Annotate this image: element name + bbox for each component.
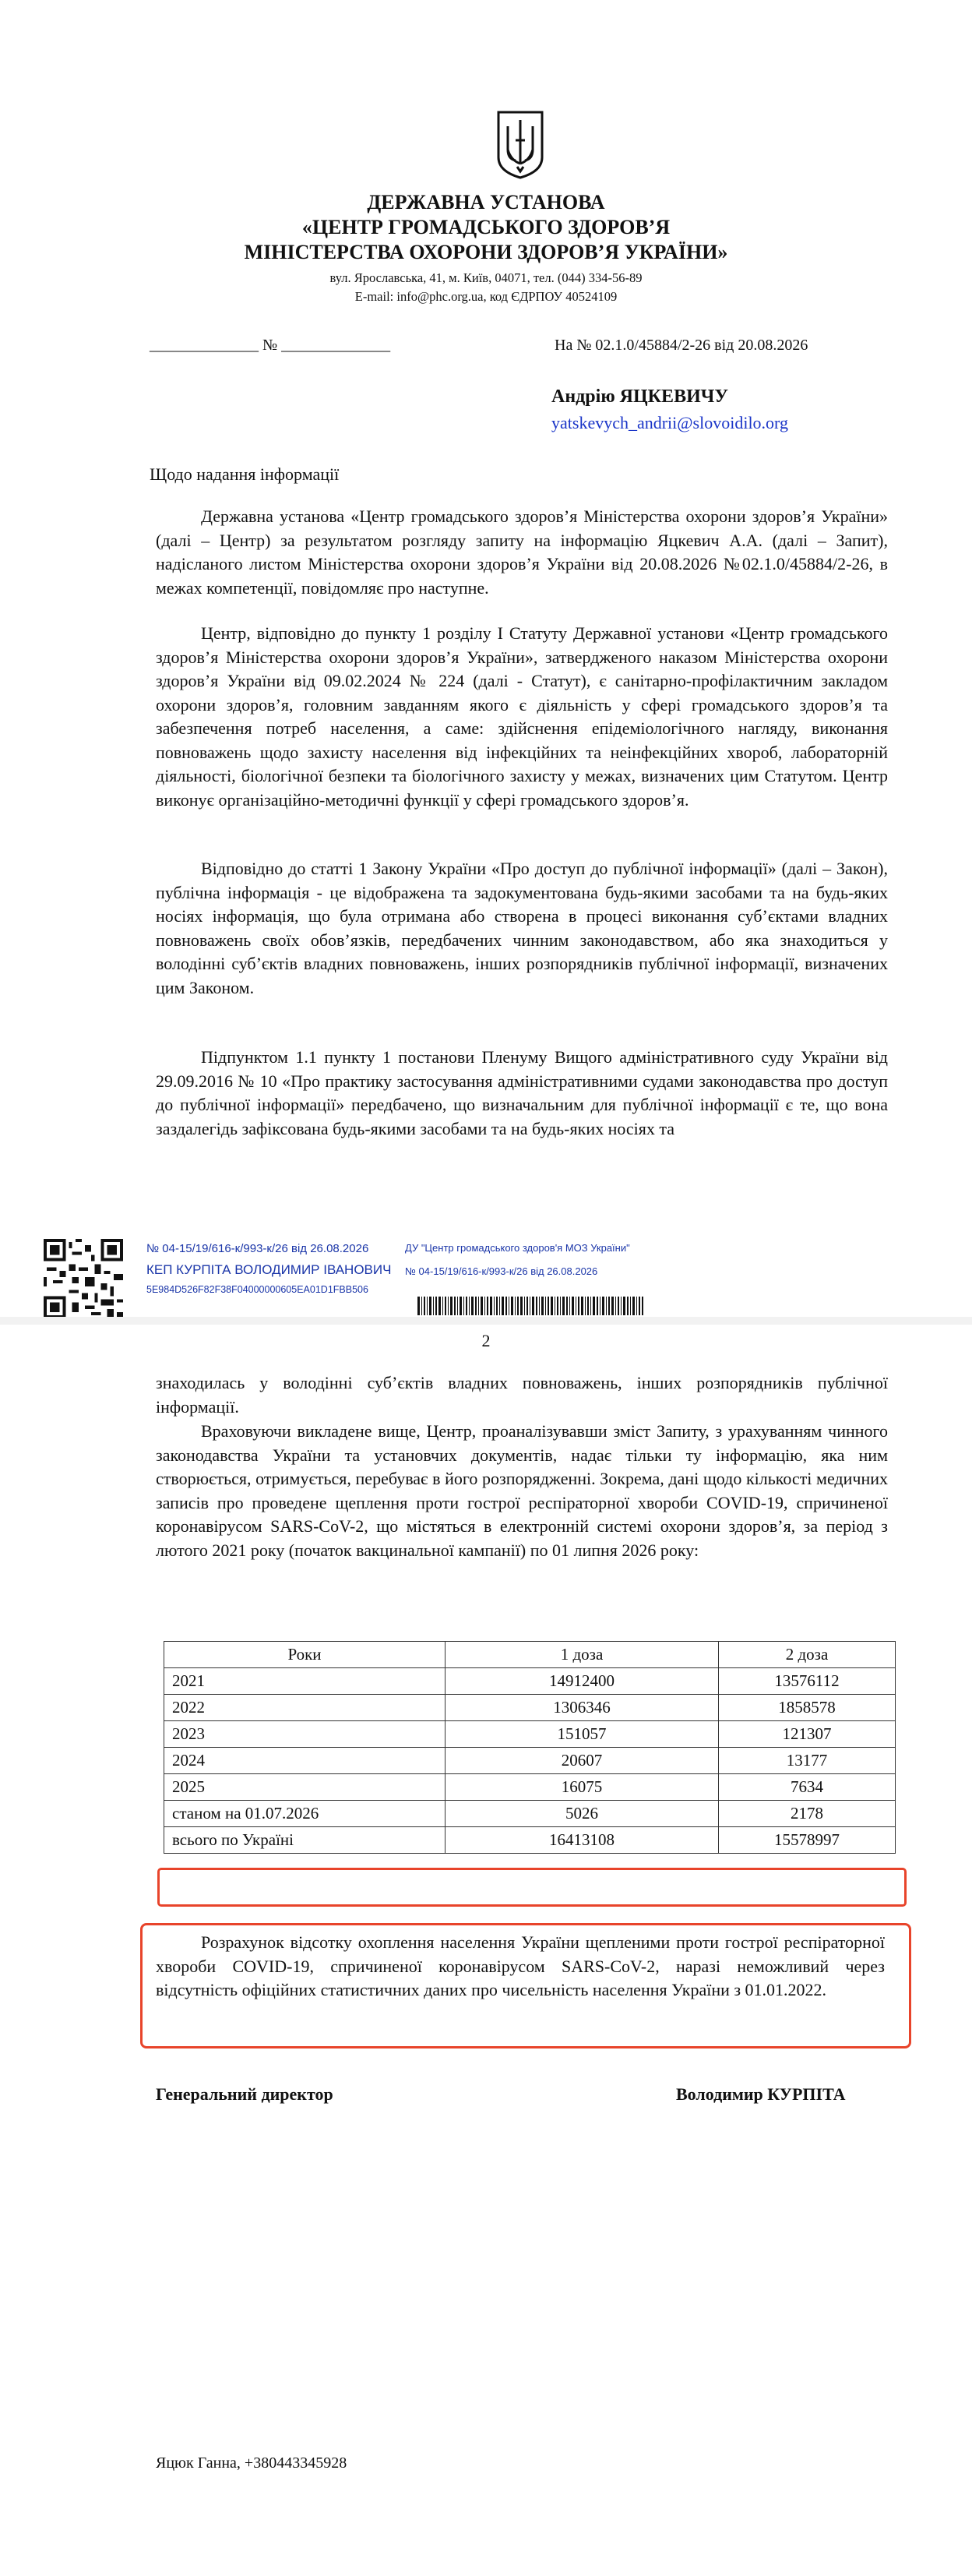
incoming-reference: На № 02.1.0/45884/2-26 від 20.08.2026: [555, 337, 808, 354]
body-paragraph: Відповідно до статті 1 Закону України «Про доступ до публічної інформації» (далі – Закон), публічна інформація - це відображена та задокументована будь-якими засобами та на будь-яких носіях інформація, що була отримана або створена в процесі виконання суб’єктами владних повноважень своїх обов’язків, передбачених чинним законодавством, або яка знаходиться у володінні суб’єктів владних повноважень, інших розпорядників публічної інформації, визначених цим Законом.: [156, 859, 888, 997]
table-row: [164, 1668, 896, 1695]
table-row: [164, 1801, 896, 1827]
total-dose-1-cell: 16413108: [446, 1827, 719, 1854]
note-paragraph: Розрахунок відсотку охоплення населення України щепленими проти гострої респіраторної хвороби COVID-19, спричиненої коронавірусом SARS-CoV-2, наразі неможливий через відсутність офіційних статистичних даних про чисельність населення України з 01.01.2022.: [156, 1932, 885, 1999]
body-paragraph: Враховуючи викладене вище, Центр, проаналізувавши зміст Запиту, з урахуванням чинного законодавства України та установчих документів, надає тільки ту інформацію, яка ним створюється, отримується, перебуває в його розпорядженні. Зокрема, дані щодо кількості медичних записів про проведене щеплення проти гострої респіраторної хвороби COVID-19, спричиненої коронавірусом SARS-CoV-2, що містяться в електронній системі охорони здоров’я, за період з лютого 2021 року (початок вакцинальної кампанії) по 01 липня 2026 року:: [156, 1421, 888, 1560]
year-cell: 2024: [164, 1748, 446, 1774]
vaccination-records-table: [164, 1641, 896, 1854]
dose-1-cell: 5026: [446, 1801, 719, 1827]
year-cell: 2023: [164, 1721, 446, 1748]
dose-2-cell: 13177: [719, 1748, 896, 1774]
table-row: [164, 1748, 896, 1774]
year-cell: 2022: [164, 1695, 446, 1721]
body-paragraph: Центр, відповідно до пункту 1 розділу І Статуту Державної установи «Центр громадського здоров’я Міністерства охорони здоров’я України», затвердженого наказом Міністерства охорони здоров’я України від 09.02.2024 № 224 (далі - Статут), є санітарно-профілактичним закладом охорони здоров’я, головним завданням якого є діяльність у сфері громадського здоров’я та забезпечення потреб населення, а саме: здійснення епідеміологічного нагляду, виконання повноважень щодо захисту населення від інфекційних та неінфекційних хвороб, лабораторній діяльності, біологічної безпеки та біологічного захисту у межах, визначених цим Статутом. Центр виконує організаційно-методичні функції у сфері громадського здоров’я.: [156, 623, 888, 810]
dose-1-cell: 16075: [446, 1774, 719, 1801]
body-paragraph: Підпунктом 1.1 пункту 1 постанови Пленуму Вищого адміністративного суду України від 29.09.2016 № 10 «Про практику застосування адміністративними судами законодавства про доступ до публічної інформації» передбачено, що визначальним для публічної інформації є те, що вона заздалегідь зафіксована будь-якими засобами та на будь-яких носіях та: [156, 1047, 888, 1138]
executor-contact: Яцюк Ганна, +380443345928: [156, 2454, 347, 2472]
dose-1-cell: 151057: [446, 1721, 719, 1748]
org-address: вул. Ярославська, 41, м. Київ, 04071, тел. (044) 334-56-89: [329, 270, 643, 285]
stamp-registration-number-2: № 04-15/19/616-к/993-к/26 від 26.08.2026: [405, 1265, 598, 1277]
stamp-organization: ДУ "Центр громадського здоров'я МОЗ України": [405, 1242, 630, 1254]
org-contacts: E-mail: info@phc.org.ua, код ЄДРПОУ 40524109: [354, 289, 618, 304]
column-header-dose-1: 1 доза: [446, 1642, 719, 1668]
year-cell: станом на 01.07.2026: [164, 1801, 446, 1827]
table-total-row: [164, 1827, 896, 1854]
year-cell: 2025: [164, 1774, 446, 1801]
total-label-cell: всього по Україні: [164, 1827, 446, 1854]
stamp-signer: КЕП КУРПІТА ВОЛОДИМИР ІВАНОВИЧ: [146, 1262, 392, 1277]
column-header-dose-2: 2 доза: [719, 1642, 896, 1668]
dose-2-cell: 13576112: [719, 1668, 896, 1695]
stamp-certificate-serial: 5E984D526F82F38F04000000605EA01D1FBB506: [146, 1284, 368, 1295]
note-paragraph-highlight: [140, 1923, 911, 2048]
column-header-years: Роки: [164, 1642, 446, 1668]
stamp-registration-number: № 04-15/19/616-к/993-к/26 від 26.08.2026: [146, 1242, 369, 1255]
dose-1-cell: 1306346: [446, 1695, 719, 1721]
outgoing-registration: ______________ № ______________: [150, 337, 391, 354]
page-number: 2: [481, 1331, 491, 1350]
barcode-icon: [417, 1297, 643, 1315]
coat-of-arms-icon: [495, 109, 545, 179]
table-header-row: [164, 1642, 896, 1668]
dose-1-cell: 14912400: [446, 1668, 719, 1695]
body-paragraph: Державна установа «Центр громадського здоров’я Міністерства охорони здоров’я України» (далі – Центр) за результатом розгляду запиту на інформацію Яцкевич А.А. (далі – Запит), надісланого листом Міністерства охорони здоров’я України від 20.08.2026 №02.1.0/45884/2-26, в межах компетенції, повідомляє про наступне.: [156, 506, 888, 598]
dose-1-cell: 20607: [446, 1748, 719, 1774]
dose-2-cell: 2178: [719, 1801, 896, 1827]
table-row: [164, 1695, 896, 1721]
table-row: [164, 1721, 896, 1748]
body-paragraph: знаходилась у володінні суб’єктів владних повноважень, інших розпорядників публічної інформації.: [156, 1373, 888, 1417]
table-row: [164, 1774, 896, 1801]
recipient-name: Андрію ЯЦКЕВИЧУ: [551, 386, 728, 407]
year-cell: 2021: [164, 1668, 446, 1695]
dose-2-cell: 7634: [719, 1774, 896, 1801]
page-separator: [0, 1317, 972, 1325]
total-dose-2-cell: 15578997: [719, 1827, 896, 1854]
recipient-email-link[interactable]: yatskevych_andrii@slovoidilo.org: [551, 413, 788, 432]
qr-code-icon: [44, 1239, 123, 1318]
org-name-line1: ДЕРЖАВНА УСТАНОВА: [367, 191, 605, 213]
signatory-position: Генеральний директор: [156, 2084, 333, 2104]
dose-2-cell: 121307: [719, 1721, 896, 1748]
letter-subject: Щодо надання інформації: [150, 464, 340, 484]
total-row-highlight: [157, 1868, 907, 1907]
dose-2-cell: 1858578: [719, 1695, 896, 1721]
signatory-name: Володимир КУРПІТА: [676, 2084, 846, 2104]
org-name-line2: «ЦЕНТР ГРОМАДСЬКОГО ЗДОРОВ’Я: [301, 216, 671, 238]
org-name-line3: МІНІСТЕРСТВА ОХОРОНИ ЗДОРОВ’Я УКРАЇНИ»: [244, 241, 728, 263]
